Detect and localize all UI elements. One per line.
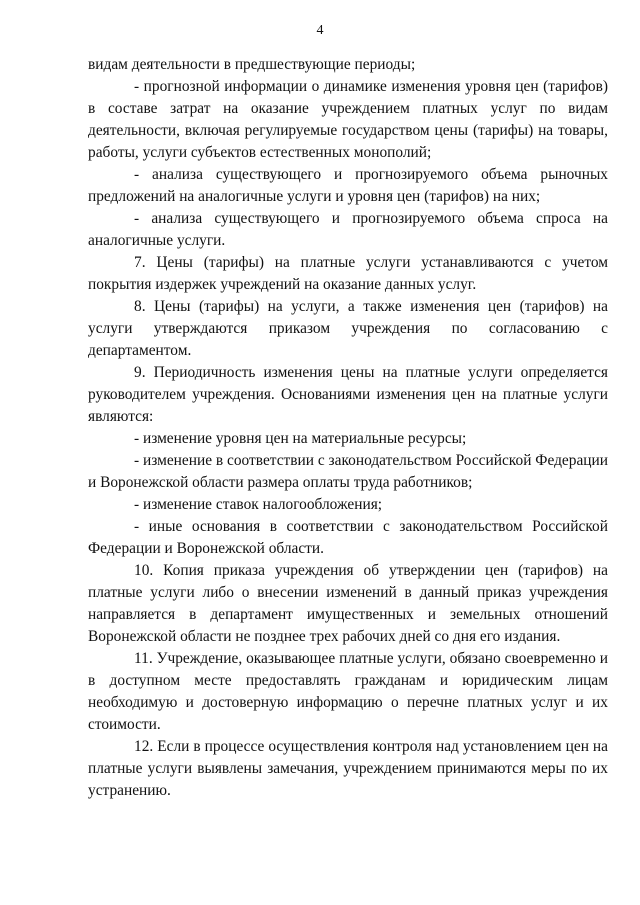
paragraph: - изменение в соответствии с законодательством Российской Федерации и Воронежской области размера оплаты труда работников;: [88, 452, 608, 491]
document-body: [88, 54, 608, 802]
paragraph: 12. Если в процессе осуществления контроля над установлением цен на платные услуги выявлены замечания, учреждением принимаются меры по их устранению.: [88, 738, 608, 799]
paragraph: видам деятельности в предшествующие периоды;: [88, 56, 416, 73]
paragraph: 11. Учреждение, оказывающее платные услуги, обязано своевременно и в доступном месте предоставлять гражданам и юридическим лицам необходимую и достоверную информацию о перечне платных услуг и их стоимости.: [88, 650, 608, 733]
paragraph: - анализа существующего и прогнозируемого объема рыночных предложений на аналогичные услуги и уровня цен (тарифов) на них;: [88, 166, 608, 205]
paragraph: 7. Цены (тарифы) на платные услуги устанавливаются с учетом покрытия издержек учреждений на оказание данных услуг.: [88, 254, 608, 293]
paragraph: 10. Копия приказа учреждения об утверждении цен (тарифов) на платные услуги либо о внесении изменений в данный приказ учреждения направляется в департамент имущественных и земельных отношений Воронежской области не позднее трех рабочих дней со дня его издания.: [88, 562, 608, 645]
paragraph: - анализа существующего и прогнозируемого объема спроса на аналогичные услуги.: [88, 210, 608, 249]
paragraph: - иные основания в соответствии с законодательством Российской Федерации и Воронежской области.: [88, 518, 608, 557]
paragraph: - изменение ставок налогообложения;: [134, 496, 383, 513]
paragraph: - прогнозной информации о динамике изменения уровня цен (тарифов) в составе затрат на оказание учреждением платных услуг по видам деятельности, включая регулируемые государством цены (тарифы) на товары, работы, услуги субъектов естественных монополий;: [88, 78, 608, 161]
paragraph: - изменение уровня цен на материальные ресурсы;: [134, 430, 467, 447]
paragraph: 8. Цены (тарифы) на услуги, а также изменения цен (тарифов) на услуги утверждаются приказом учреждения по согласованию с департаментом.: [88, 298, 608, 359]
paragraph: 9. Периодичность изменения цены на платные услуги определяется руководителем учреждения. Основаниями изменения цен на платные услуги являются:: [88, 364, 608, 425]
page-number: 4: [316, 23, 324, 38]
